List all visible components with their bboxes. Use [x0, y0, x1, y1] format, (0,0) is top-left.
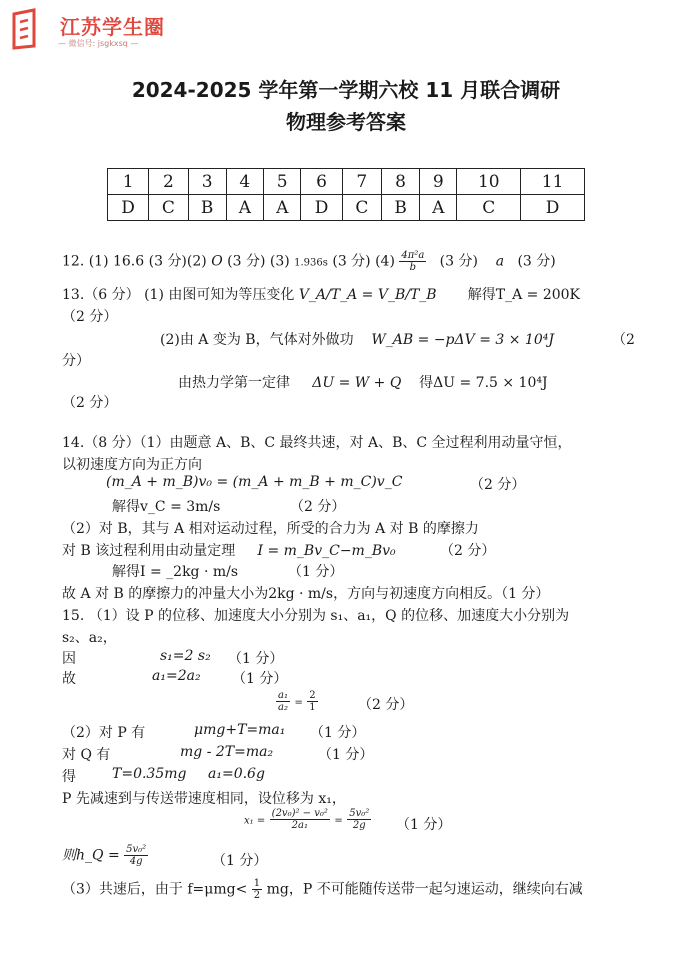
q15-text-3: 因	[62, 651, 76, 667]
q12-answer-4-numerator: 4π²a	[401, 250, 425, 261]
q14-line-2: 以初速度方向为正方向	[62, 457, 202, 473]
q15-equation-8a: T=0.35mg	[112, 766, 187, 782]
q15-score-7: （1 分）	[318, 747, 374, 763]
q13-equation-1: V_A/T_A = V_B/T_B	[298, 287, 437, 303]
q13-score-1: （2 分）	[62, 309, 118, 325]
q15-score-4: （1 分）	[232, 671, 288, 687]
answer-table-numbers-row	[108, 169, 585, 195]
question-number: 4	[226, 169, 263, 195]
question-number: 2	[149, 169, 188, 195]
q15-text-8: 得	[62, 769, 76, 785]
q15-score-6: （1 分）	[310, 725, 366, 741]
brand-logo-icon	[10, 8, 40, 50]
q15-eq12-frac	[252, 878, 262, 901]
q12-intro: 12. (1) 16.6 (3 分)(2)	[62, 253, 207, 270]
q13-score-2b: 分）	[62, 353, 90, 369]
q15-score-11: （1 分）	[212, 853, 268, 869]
q15-ratio	[276, 690, 318, 713]
brand-wechat: — 微信号: jsgkxsq —	[58, 39, 139, 48]
q15-equation-6: μmg+T=ma₁	[194, 722, 286, 738]
q13-text-2: (2)由 A 变为 B，气体对外做功	[160, 332, 354, 348]
page-subtitle: 物理参考答案	[286, 110, 406, 134]
q15-eq11-num: 5v₀²	[126, 844, 147, 855]
q15-eq10-frac2	[347, 808, 371, 831]
q15-score-3: （1 分）	[228, 651, 284, 667]
question-number: 11	[521, 169, 585, 195]
question-number: 6	[301, 169, 342, 195]
answer-letter: D	[108, 195, 149, 221]
q13-result-3: 得ΔU = 7.5 × 10⁴J	[419, 375, 548, 391]
q12-score-2: (3 分) (3)	[227, 253, 290, 270]
page-title: 2024-2025 学年第一学期六校 11 月联合调研	[131, 78, 561, 102]
q15-text-6: （2）对 P 有	[62, 725, 146, 741]
answer-letter: A	[226, 195, 263, 221]
q15-ratio-left	[276, 690, 290, 713]
q15-text-7: 对 Q 有	[62, 747, 111, 763]
q14-line-1: 14.（8 分）（1）由题意 A、B、C 最终共速，对 A、B、C 全过程利用动量守恒，	[62, 435, 572, 451]
q15-ratio-right-num: 2	[309, 690, 316, 701]
q15-line-3	[62, 648, 76, 668]
q13-line-1	[62, 284, 580, 304]
q14-score-3: （2 分）	[440, 543, 496, 559]
q14-line-3	[106, 474, 402, 490]
q12-answer-2: O	[211, 253, 223, 270]
q13-text-1: 13.（6 分） (1) 由图可知为等压变化	[62, 287, 295, 303]
q13-score-2a: （2	[612, 332, 635, 348]
q15-ratio-left-den: a₂	[278, 702, 288, 713]
q15-equation-7: mg - 2T=ma₂	[180, 744, 274, 760]
q15-equation-3: s₁=2 s₂	[160, 648, 211, 664]
q12-score-3: (3 分) (4)	[332, 253, 395, 270]
q14-score-1: （2 分）	[470, 477, 526, 493]
q14-equation-2: I = m_Bv_C−m_Bv₀	[257, 543, 396, 559]
q15-line-2: s₂、a₂，	[62, 630, 117, 646]
q15-eq12-den: 2	[253, 890, 261, 901]
answer-table-answers-row	[108, 195, 585, 221]
q14-line-7: 解得I = _2kg · m/s	[112, 564, 239, 580]
q15-eq10-frac1	[270, 808, 330, 831]
q13-equation-2: W_AB = −pΔV = 3 × 10⁴J	[371, 332, 554, 348]
answer-letter: C	[342, 195, 381, 221]
q14-line-5: （2）对 B，其与 A 相对运动过程，所受的合力为 A 对 B 的摩擦力	[62, 521, 479, 537]
q15-eq10-den1: 2a₁	[291, 820, 308, 831]
q15-ratio-right-den: 1	[309, 702, 316, 713]
answer-letter: B	[188, 195, 226, 221]
q13-equation-3: ΔU = W + Q	[312, 375, 402, 391]
q15-equation-10	[244, 808, 371, 831]
answer-letter: A	[264, 195, 301, 221]
q15-text-12a: （3）共速后，由于 f=μmg<	[62, 881, 248, 898]
q15-eq11-den: 4g	[129, 856, 143, 867]
q15-eq10-den2: 2g	[352, 820, 366, 831]
q14-score-4: （1 分）	[288, 564, 344, 580]
q12-answer-4-denominator: b	[409, 262, 417, 273]
question-number: 3	[188, 169, 226, 195]
q15-line-9: P 先减速到与传送带速度相同，设位移为 x₁，	[62, 791, 346, 807]
q15-score-5: （2 分）	[358, 697, 414, 713]
q15-equation-4: a₁=2a₂	[152, 668, 201, 684]
answer-table	[107, 168, 585, 221]
q15-eq10-num1: (2v₀)² − v₀²	[271, 808, 328, 819]
answer-letter: D	[301, 195, 342, 221]
brand-name: 江苏学生圈	[60, 15, 165, 39]
q13-result-1: 解得T_A = 200K	[467, 287, 580, 303]
answer-letter: A	[420, 195, 457, 221]
q15-eq10-lhs: x₁ =	[244, 815, 266, 827]
q14-line-8: 故 A 对 B 的摩擦力的冲量大小为2kg · m/s，方向与初速度方向相反。（1 分）	[62, 586, 550, 602]
question-number: 9	[420, 169, 457, 195]
q14-score-2: （2 分）	[290, 499, 346, 515]
q14-equation-1: (m_A + m_B)v₀ = (m_A + m_B + m_C)v_C	[106, 474, 403, 490]
answer-letter: B	[382, 195, 420, 221]
q15-line-11	[62, 844, 148, 867]
q14-text-6: 对 B 该过程利用由动量定理	[62, 543, 236, 559]
q15-ratio-equals: =	[294, 697, 303, 709]
q13-text-3: 由热力学第一定律	[178, 375, 290, 391]
q15-eq11-frac	[124, 844, 148, 867]
q15-line-12	[62, 878, 583, 901]
q15-line-1: 15. （1）设 P 的位移、加速度大小分别为 s₁、a₁，Q 的位移、加速度大小分别为	[62, 608, 570, 624]
q15-ratio-right	[307, 690, 317, 713]
q15-text-4: 故	[62, 671, 76, 687]
q12-answer-3: 1.936s	[294, 257, 328, 269]
answer-letter: C	[457, 195, 521, 221]
q15-eq10-num2: 5v₀²	[349, 808, 370, 819]
q13-line-2	[160, 329, 554, 349]
q12-score-5: (3 分)	[517, 253, 556, 270]
q14-line-4: 解得v_C = 3m/s	[112, 499, 221, 515]
q14-line-6	[62, 540, 396, 560]
answer-letter: C	[149, 195, 188, 221]
question-number: 5	[264, 169, 301, 195]
q13-score-3: （2 分）	[62, 395, 118, 411]
q15-score-10: （1 分）	[396, 817, 452, 833]
q12-score-4: (3 分)	[439, 253, 478, 270]
q12-answer-5: a	[495, 253, 505, 270]
q15-eq10-equals: =	[334, 815, 343, 827]
question-number: 10	[457, 169, 521, 195]
q12-answer-4-fraction	[399, 250, 426, 273]
q15-equation-8b: a₁=0.6g	[208, 766, 265, 782]
answer-letter: D	[521, 195, 585, 221]
q15-eq12-num: 1	[253, 878, 261, 889]
q15-eq11-lhs: 则h_Q =	[62, 847, 120, 864]
q15-ratio-left-num: a₁	[278, 690, 288, 701]
q12-line	[62, 250, 556, 273]
question-number: 8	[382, 169, 420, 195]
question-number: 1	[108, 169, 149, 195]
q15-text-12b: mg，P 不可能随传送带一起匀速运动，继续向右减	[266, 881, 583, 898]
q13-line-3	[178, 372, 548, 392]
question-number: 7	[342, 169, 381, 195]
